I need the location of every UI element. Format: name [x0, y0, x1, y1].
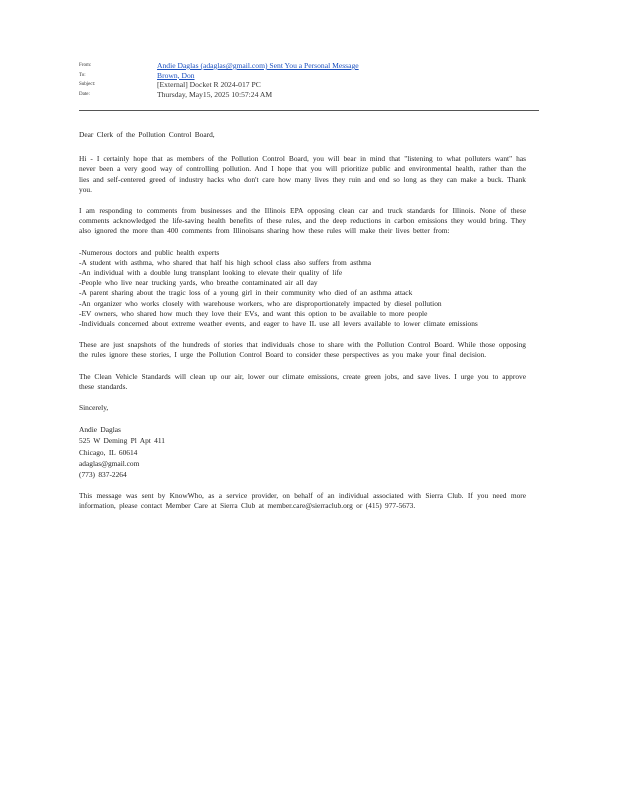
- list-item: -Numerous doctors and public health experts: [79, 247, 220, 257]
- signature-street: 525 W Deming Pl Apt 411: [79, 436, 165, 446]
- date-value: Thursday, May15, 2025 10:57:24 AM: [157, 89, 273, 99]
- header-divider: [79, 110, 539, 111]
- paragraph-urge: The Clean Vehicle Standards will clean up our air, lower our climate emissions, create green jobs, and save lives. I urge you to approve these standards.: [79, 371, 526, 391]
- testimony-list: [79, 248, 526, 330]
- subject-label: Subject:: [79, 82, 96, 88]
- to-row: [79, 71, 539, 81]
- signature-name: Andie Daglas: [79, 425, 121, 435]
- subject-value: [External] Docket R 2024-017 PC: [157, 80, 261, 90]
- from-sender-link[interactable]: Andie Daglas (adaglas@gmail.com) Sent You a Personal Message: [157, 61, 359, 70]
- paragraph-response: I am responding to comments from businesses and the Illinois EPA opposing clean car and truck standards for Illinois. None of these comments acknowledged the life-saving health benefits of these rules, and the deep reductions in carbon emissions they would bring. They also ignored the more than 400 comments from Illinoisans sharing how these rules will make their lives better from:: [79, 206, 526, 236]
- paragraph-snapshots: These are just snapshots of the hundreds of stories that individuals chose to share with the Pollution Control Board. While those opposing the rules ignore these stories, I urge the Pollution Control Board to consider these perspectives as you make your final decision.: [79, 340, 526, 360]
- email-body: [79, 130, 526, 523]
- to-label: To:: [79, 72, 86, 78]
- date-row: [79, 90, 539, 100]
- paragraph-intro: Hi - I certainly hope that as members of the Pollution Control Board, you will bear in mind that "listening to what polluters want" has never been a very good way of controlling pollution. And I hope that you will prioritize public and environmental health, rather than the lies and self-centered greed of industry hacks who don't care how many lives they ruin and end so long as they can make a buck. Thank you.: [79, 154, 526, 194]
- footer-disclaimer: This message was sent by KnowWho, as a service provider, on behalf of an individual associated with Sierra Club. If you need more information, please contact Member Care at Sierra Club at member.care@sierraclub.org or (415) 977-5673.: [79, 491, 526, 511]
- from-row: [79, 61, 539, 71]
- list-item: -Individuals concerned about extreme weather events, and eager to have IL use all levers available to lower climate emissions: [79, 319, 478, 329]
- to-recipient-link[interactable]: Brown, Don: [157, 70, 195, 80]
- list-item: -An organizer who works closely with warehouse workers, who are disproportionately impacted by diesel pollution: [79, 298, 442, 308]
- signature-email: adaglas@gmail.com: [79, 458, 140, 468]
- list-item: -EV owners, who shared how much they love their EVs, and want this option to be available to more people: [79, 308, 428, 318]
- subject-row: [79, 80, 539, 90]
- from-label: From:: [79, 63, 92, 68]
- date-label: Date:: [79, 91, 90, 97]
- list-item: -People who live near trucking yards, who breathe contaminated air all day: [79, 278, 318, 288]
- greeting: Dear Clerk of the Pollution Control Board,: [79, 130, 215, 139]
- list-item: -A student with asthma, who shared that half his high school class also suffers from asthma: [79, 257, 372, 267]
- signature-city: Chicago, IL 60614: [79, 447, 138, 457]
- signature-phone: (773) 837-2264: [79, 470, 127, 480]
- closing: Sincerely,: [79, 403, 109, 413]
- email-header: [79, 61, 539, 99]
- signature-block: [79, 424, 526, 480]
- list-item: -An individual with a double lung transplant looking to elevate their quality of life: [79, 268, 343, 278]
- list-item: -A parent sharing about the tragic loss of a young girl in their community who died of an asthma attack: [79, 288, 413, 298]
